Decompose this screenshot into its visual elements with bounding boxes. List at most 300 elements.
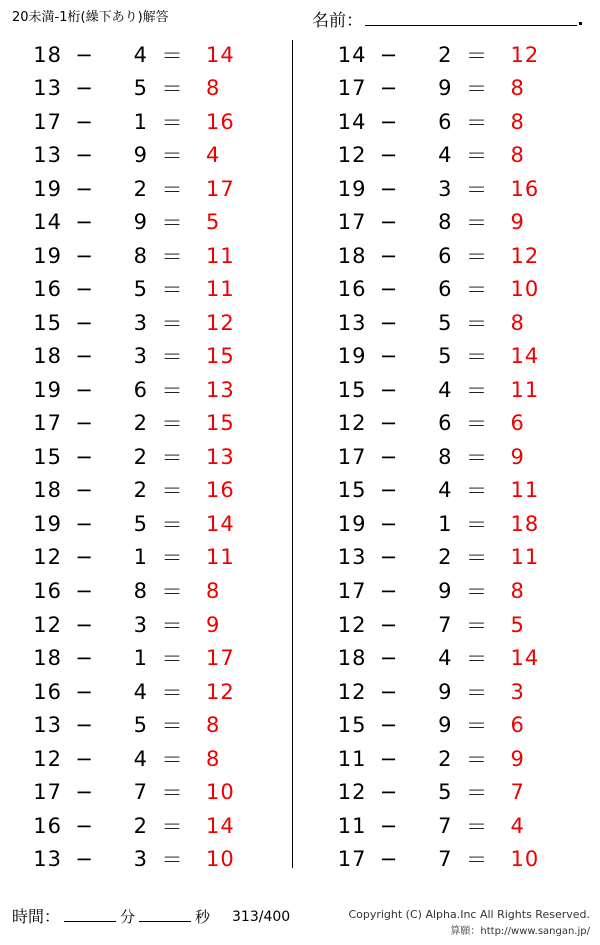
problem-row [12, 641, 286, 675]
problem-row [12, 206, 286, 240]
operand-1: 15 [33, 444, 62, 469]
seconds-unit: 秒 [195, 908, 211, 926]
problem-row [12, 273, 286, 307]
equals-operator: ＝ [161, 714, 183, 739]
minus-operator: − [75, 411, 93, 436]
minus-operator: − [75, 579, 93, 603]
operand-1: 18 [337, 243, 367, 268]
problem-row [316, 842, 590, 876]
operand-1: 16 [337, 277, 367, 302]
name-label: 名前 [312, 11, 346, 31]
equals-operator: ＝ [465, 580, 487, 604]
equals-operator: ＝ [161, 43, 183, 68]
operand-2: 3 [133, 847, 148, 872]
operand-1: 18 [33, 478, 62, 503]
time-label: 時間： [12, 907, 61, 926]
answer-value: 11 [510, 545, 540, 570]
minus-operator: − [379, 444, 398, 469]
minus-operator: − [379, 277, 398, 302]
problem-row [12, 172, 286, 206]
answer-value: 8 [206, 579, 221, 603]
answer-value: 12 [510, 243, 540, 268]
equals-operator: ＝ [161, 781, 183, 806]
answer-value: 8 [510, 76, 525, 101]
problem-row [316, 273, 590, 307]
minus-operator: − [379, 143, 398, 168]
problem-row [316, 440, 590, 474]
answer-value: 10 [510, 847, 540, 872]
problem-row [316, 775, 590, 809]
minus-operator: − [379, 344, 398, 369]
problem-row [316, 675, 590, 709]
operand-1: 11 [337, 813, 367, 838]
operand-1: 19 [33, 176, 62, 201]
answer-value: 5 [510, 612, 525, 637]
operand-1: 16 [33, 277, 62, 302]
operand-2: 2 [133, 411, 148, 436]
operand-1: 18 [33, 42, 62, 67]
problem-row [12, 742, 286, 776]
minus-operator: − [75, 444, 93, 469]
operand-2: 5 [438, 344, 453, 369]
minus-operator: − [379, 746, 398, 771]
minus-operator: − [379, 545, 398, 570]
answer-value: 6 [510, 713, 525, 738]
operand-2: 9 [438, 713, 453, 738]
operand-2: 6 [133, 377, 148, 402]
problem-row [12, 541, 286, 575]
problem-row [316, 742, 590, 776]
problem-row [316, 38, 590, 72]
answer-value: 8 [206, 713, 221, 738]
page-number: 313/400 [232, 909, 291, 925]
operand-1: 17 [337, 76, 367, 101]
time-record [12, 904, 210, 927]
equals-operator: ＝ [161, 613, 183, 638]
operand-1: 16 [33, 579, 62, 603]
problem-row [316, 809, 590, 843]
answer-value: 3 [510, 679, 525, 704]
minus-operator: − [379, 579, 398, 603]
minus-operator: − [379, 176, 398, 201]
operand-1: 12 [33, 612, 62, 637]
minus-operator: − [379, 109, 398, 134]
operand-2: 7 [438, 612, 453, 637]
problem-row [316, 574, 590, 608]
answer-value: 8 [510, 143, 525, 168]
problem-row [316, 206, 590, 240]
problem-row [316, 641, 590, 675]
minus-operator: − [75, 813, 93, 838]
minus-operator: − [75, 478, 93, 503]
operand-1: 13 [33, 143, 62, 168]
equals-operator: ＝ [161, 378, 183, 403]
minus-operator: − [379, 411, 398, 436]
operand-1: 18 [33, 646, 62, 671]
equals-operator: ＝ [161, 445, 183, 470]
problem-row [316, 541, 590, 575]
minus-operator: − [379, 646, 398, 671]
operand-2: 4 [438, 478, 453, 503]
minus-operator: − [379, 813, 398, 838]
copyright-text: Copyright (C) Alpha.Inc All Rights Reserved. [348, 908, 590, 921]
problem-row [12, 809, 286, 843]
site-name-text: 算願：http://www.sangan.jp/ [450, 926, 590, 937]
operand-1: 15 [33, 310, 62, 335]
problem-row [12, 675, 286, 709]
column-divider [292, 40, 293, 868]
answer-value: 11 [206, 277, 235, 302]
operand-2: 2 [438, 42, 453, 67]
operand-2: 2 [133, 478, 148, 503]
operand-2: 5 [133, 277, 148, 302]
problem-row [12, 373, 286, 407]
minus-operator: − [379, 76, 398, 101]
problem-row [316, 139, 590, 173]
equals-operator: ＝ [161, 848, 183, 873]
minus-operator: − [379, 713, 398, 738]
equals-operator: ＝ [465, 311, 487, 336]
minus-operator: − [75, 679, 93, 704]
name-field-area [312, 6, 590, 31]
operand-1: 19 [337, 344, 367, 369]
minus-operator: − [75, 746, 93, 771]
operand-1: 12 [337, 143, 367, 168]
operand-1: 17 [33, 109, 62, 134]
operand-1: 19 [33, 511, 62, 536]
answer-value: 5 [206, 210, 221, 235]
operand-2: 1 [133, 545, 148, 570]
minus-operator: − [75, 847, 93, 872]
problem-row [12, 72, 286, 106]
operand-2: 9 [438, 679, 453, 704]
equals-operator: ＝ [161, 345, 183, 370]
operand-1: 18 [33, 344, 62, 369]
equals-operator: ＝ [465, 43, 487, 68]
minus-operator: − [75, 76, 93, 101]
operand-1: 17 [337, 579, 367, 603]
equals-operator: ＝ [465, 412, 487, 437]
problem-row [316, 340, 590, 374]
minus-operator: − [379, 612, 398, 637]
operand-2: 1 [438, 511, 453, 536]
page-title: 20未満-1桁(繰下あり)解答 [12, 10, 169, 25]
equals-operator: ＝ [465, 848, 487, 873]
operand-2: 3 [133, 344, 148, 369]
operand-2: 7 [438, 813, 453, 838]
operand-1: 17 [337, 847, 367, 872]
operand-1: 17 [33, 411, 62, 436]
equals-operator: ＝ [465, 278, 487, 303]
operand-2: 4 [438, 377, 453, 402]
equals-operator: ＝ [465, 211, 487, 236]
equals-operator: ＝ [161, 311, 183, 336]
minutes-input[interactable] [64, 907, 116, 922]
operand-2: 2 [133, 176, 148, 201]
problem-row [316, 407, 590, 441]
answer-value: 9 [206, 612, 221, 637]
answer-value: 17 [206, 646, 235, 671]
equals-operator: ＝ [161, 412, 183, 437]
answer-value: 15 [206, 344, 235, 369]
equals-operator: ＝ [161, 110, 183, 135]
answer-value: 14 [206, 813, 235, 838]
minus-operator: − [75, 545, 93, 570]
operand-2: 6 [438, 277, 453, 302]
operand-2: 9 [133, 143, 148, 168]
equals-operator: ＝ [161, 144, 183, 169]
operand-1: 19 [337, 511, 367, 536]
operand-1: 12 [337, 612, 367, 637]
equals-operator: ＝ [161, 747, 183, 772]
operand-1: 19 [33, 377, 62, 402]
equals-operator: ＝ [465, 781, 487, 806]
operand-1: 15 [337, 377, 367, 402]
operand-2: 2 [133, 813, 148, 838]
operand-1: 12 [33, 746, 62, 771]
equals-operator: ＝ [465, 77, 487, 102]
operand-1: 17 [33, 780, 62, 805]
answer-value: 13 [206, 377, 235, 402]
operand-1: 13 [337, 545, 367, 570]
equals-operator: ＝ [465, 680, 487, 705]
page-header [10, 6, 590, 36]
operand-1: 12 [33, 545, 62, 570]
equals-operator: ＝ [161, 278, 183, 303]
answer-value: 8 [510, 579, 525, 603]
minus-operator: − [75, 143, 93, 168]
answer-value: 10 [510, 277, 540, 302]
answer-value: 8 [510, 109, 525, 134]
answer-value: 9 [510, 746, 525, 771]
problem-row [12, 474, 286, 508]
answer-value: 16 [206, 109, 235, 134]
problem-row [316, 474, 590, 508]
answer-value: 4 [206, 143, 221, 168]
problem-row [12, 440, 286, 474]
operand-1: 17 [337, 444, 367, 469]
minus-operator: − [75, 780, 93, 805]
operand-1: 13 [33, 713, 62, 738]
problem-row [12, 105, 286, 139]
equals-operator: ＝ [465, 445, 487, 470]
operand-2: 9 [438, 76, 453, 101]
problem-row [12, 574, 286, 608]
equals-operator: ＝ [465, 479, 487, 504]
operand-1: 14 [33, 210, 62, 235]
minus-operator: − [75, 310, 93, 335]
minus-operator: − [379, 478, 398, 503]
answer-value: 13 [206, 444, 235, 469]
answer-value: 14 [206, 42, 235, 67]
problem-row [12, 239, 286, 273]
operand-2: 4 [133, 42, 148, 67]
operand-2: 5 [438, 310, 453, 335]
operand-2: 7 [438, 847, 453, 872]
operand-2: 4 [133, 679, 148, 704]
minus-operator: − [75, 612, 93, 637]
problem-row [316, 507, 590, 541]
equals-operator: ＝ [465, 546, 487, 571]
equals-operator: ＝ [161, 580, 183, 604]
minus-operator: − [379, 243, 398, 268]
equals-operator: ＝ [465, 177, 487, 202]
equals-operator: ＝ [161, 211, 183, 236]
problem-row [316, 105, 590, 139]
equals-operator: ＝ [465, 378, 487, 403]
operand-1: 13 [337, 310, 367, 335]
operand-2: 8 [438, 444, 453, 469]
name-input[interactable] [365, 9, 577, 26]
answer-value: 12 [206, 310, 235, 335]
problem-row [316, 708, 590, 742]
answer-value: 8 [206, 746, 221, 771]
minus-operator: − [379, 42, 398, 67]
equals-operator: ＝ [161, 77, 183, 102]
answer-value: 11 [510, 377, 540, 402]
problem-row [12, 407, 286, 441]
operand-1: 12 [337, 411, 367, 436]
problem-row [316, 172, 590, 206]
answer-value: 9 [510, 444, 525, 469]
operand-2: 4 [438, 143, 453, 168]
operand-2: 5 [133, 76, 148, 101]
operand-1: 15 [337, 478, 367, 503]
minus-operator: − [75, 344, 93, 369]
equals-operator: ＝ [161, 479, 183, 504]
operand-1: 17 [337, 210, 367, 235]
equals-operator: ＝ [465, 512, 487, 537]
answer-value: 18 [510, 511, 540, 536]
answer-value: 14 [206, 511, 235, 536]
operand-2: 9 [133, 210, 148, 235]
minus-operator: − [75, 109, 93, 134]
operand-1: 19 [337, 176, 367, 201]
operand-1: 14 [337, 109, 367, 134]
problem-row [316, 306, 590, 340]
operand-1: 19 [33, 243, 62, 268]
name-colon: ： [346, 11, 363, 31]
minus-operator: − [379, 511, 398, 536]
problem-row [12, 775, 286, 809]
problem-row [12, 608, 286, 642]
equals-operator: ＝ [465, 345, 487, 370]
minus-operator: − [75, 243, 93, 268]
answer-value: 12 [510, 42, 540, 67]
minus-operator: − [379, 377, 398, 402]
equals-operator: ＝ [465, 144, 487, 169]
answer-value: 11 [206, 545, 235, 570]
operand-2: 8 [133, 243, 148, 268]
minus-operator: − [75, 377, 93, 402]
page-footer [0, 883, 600, 945]
answer-value: 11 [206, 243, 235, 268]
operand-2: 2 [438, 545, 453, 570]
problem-row [12, 708, 286, 742]
operand-2: 2 [438, 746, 453, 771]
operand-2: 3 [133, 310, 148, 335]
answer-value: 14 [510, 344, 540, 369]
operand-2: 3 [133, 612, 148, 637]
problem-row [12, 139, 286, 173]
operand-1: 13 [33, 847, 62, 872]
minus-operator: − [379, 847, 398, 872]
operand-2: 2 [133, 444, 148, 469]
problem-row [12, 842, 286, 876]
problem-row [316, 72, 590, 106]
operand-1: 16 [33, 813, 62, 838]
problem-row [12, 38, 286, 72]
problem-row [12, 340, 286, 374]
operand-2: 6 [438, 411, 453, 436]
problem-row [12, 306, 286, 340]
answer-value: 8 [510, 310, 525, 335]
minus-operator: − [75, 713, 93, 738]
operand-2: 1 [133, 109, 148, 134]
operand-2: 4 [133, 746, 148, 771]
operand-1: 12 [337, 780, 367, 805]
equals-operator: ＝ [465, 613, 487, 638]
problem-column-left [10, 38, 286, 876]
operand-2: 4 [438, 646, 453, 671]
operand-1: 18 [337, 646, 367, 671]
operand-1: 11 [337, 746, 367, 771]
problem-row [316, 239, 590, 273]
answer-value: 10 [206, 847, 235, 872]
minus-operator: − [75, 511, 93, 536]
operand-2: 7 [133, 780, 148, 805]
minus-operator: − [75, 210, 93, 235]
minus-operator: − [379, 679, 398, 704]
answer-value: 11 [510, 478, 540, 503]
equals-operator: ＝ [161, 546, 183, 571]
answer-value: 15 [206, 411, 235, 436]
operand-2: 5 [133, 511, 148, 536]
equals-operator: ＝ [465, 244, 487, 269]
equals-operator: ＝ [465, 647, 487, 672]
problem-row [12, 507, 286, 541]
seconds-input[interactable] [139, 907, 191, 922]
answer-value: 16 [206, 478, 235, 503]
operand-2: 6 [438, 243, 453, 268]
operand-1: 14 [337, 42, 367, 67]
problem-columns [10, 38, 590, 876]
equals-operator: ＝ [161, 512, 183, 537]
minus-operator: − [75, 42, 93, 67]
equals-operator: ＝ [161, 177, 183, 202]
answer-value: 7 [510, 780, 525, 805]
equals-operator: ＝ [161, 647, 183, 672]
minus-operator: − [75, 646, 93, 671]
minutes-unit: 分 [120, 908, 136, 926]
answer-value: 4 [510, 813, 525, 838]
equals-operator: ＝ [161, 244, 183, 269]
operand-2: 1 [133, 646, 148, 671]
equals-operator: ＝ [161, 680, 183, 705]
minus-operator: − [379, 780, 398, 805]
answer-value: 10 [206, 780, 235, 805]
problem-column-right [298, 38, 590, 876]
minus-operator: − [379, 310, 398, 335]
operand-2: 8 [438, 210, 453, 235]
answer-value: 14 [510, 646, 540, 671]
problem-row [316, 373, 590, 407]
operand-2: 3 [438, 176, 453, 201]
operand-2: 5 [133, 713, 148, 738]
answer-value: 12 [206, 679, 235, 704]
equals-operator: ＝ [465, 747, 487, 772]
operand-2: 8 [133, 579, 148, 603]
